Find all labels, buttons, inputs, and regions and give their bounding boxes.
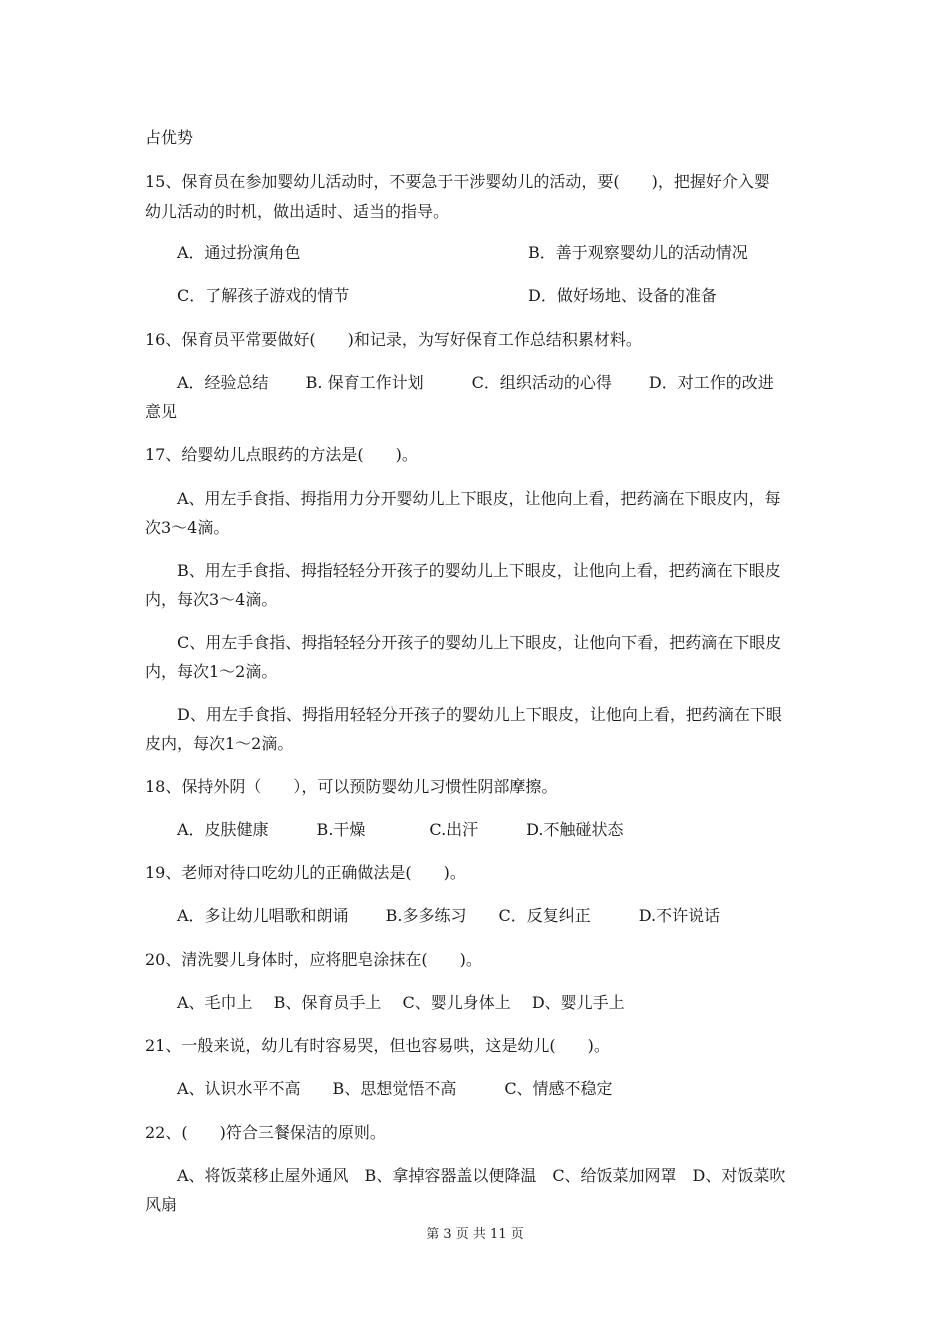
q15-option-c: C．了解孩子游戏的情节 [177,286,350,305]
q19-options: A．多让幼儿唱歌和朗诵 B.多多练习 C．反复纠正 D.不许说话 [177,906,721,925]
q16-options-cont: 意见 [145,402,178,421]
q17-option-d-line2: 皮内，每次1～2滴。 [145,734,294,753]
q17-option-a-line1: A、用左手食指、拇指用力分开婴幼儿上下眼皮，让他向上看，把药滴在下眼皮内，每 [177,489,781,508]
q17-option-c-line2: 内，每次1～2滴。 [145,662,278,681]
q22-options-cont: 风扇 [145,1195,178,1214]
q15-stem-line1: 15、保育员在参加婴幼儿活动时，不要急于干涉婴幼儿的活动，要( )，把握好介入婴 [145,172,770,191]
q19-stem: 19、老师对待口吃幼儿的正确做法是( )。 [145,863,466,882]
q20-options: A、毛巾上 B、保育员手上 C、婴儿身体上 D、婴儿手上 [177,993,625,1012]
q17-stem: 17、给婴幼儿点眼药的方法是( )。 [145,445,418,464]
q15-option-b: B．善于观察婴幼儿的活动情况 [528,243,748,262]
q16-stem: 16、保育员平常要做好( )和记录，为写好保育工作总结积累材料。 [145,330,642,349]
q21-options: A、认识水平不高 B、思想觉悟不高 C、情感不稳定 [177,1079,613,1098]
q22-options: A、将饭菜移止屋外通风 B、拿掉容器盖以便降温 C、给饭菜加网罩 D、对饭菜吹 [177,1166,786,1185]
q20-stem: 20、清洗婴儿身体时，应将肥皂涂抹在( )。 [145,950,482,969]
q15-stem-line2: 幼儿活动的时机，做出适时、适当的指导。 [145,202,450,221]
q17-option-d-line1: D、用左手食指、拇指用轻轻分开孩子的婴幼儿上下眼皮，让他向上看，把药滴在下眼 [177,705,782,724]
q15-option-a: A．通过扮演角色 [177,243,301,262]
q17-option-a-line2: 次3～4滴。 [145,518,230,537]
continuation-text: 占优势 [145,128,194,147]
q17-option-b-line2: 内，每次3～4滴。 [145,590,278,609]
q17-option-b-line1: B、用左手食指、拇指轻轻分开孩子的婴幼儿上下眼皮，让他向上看，把药滴在下眼皮 [177,561,781,580]
q22-stem: 22、( )符合三餐保洁的原则。 [145,1123,386,1142]
q16-options: A．经验总结 B. 保育工作计划 C．组织活动的心得 D．对工作的改进 [177,373,774,392]
q15-option-d: D．做好场地、设备的准备 [528,286,717,305]
page-footer: 第 3 页 共 11 页 [426,1227,524,1242]
q21-stem: 21、一般来说，幼儿有时容易哭，但也容易哄，这是幼儿( )。 [145,1036,610,1055]
q18-stem: 18、保持外阴（ ），可以预防婴幼儿习惯性阴部摩擦。 [145,777,558,796]
q17-option-c-line1: C、用左手食指、拇指轻轻分开孩子的婴幼儿上下眼皮，让他向下看，把药滴在下眼皮 [177,633,782,652]
q18-options: A．皮肤健康 B.干燥 C.出汗 D.不触碰状态 [177,820,624,839]
